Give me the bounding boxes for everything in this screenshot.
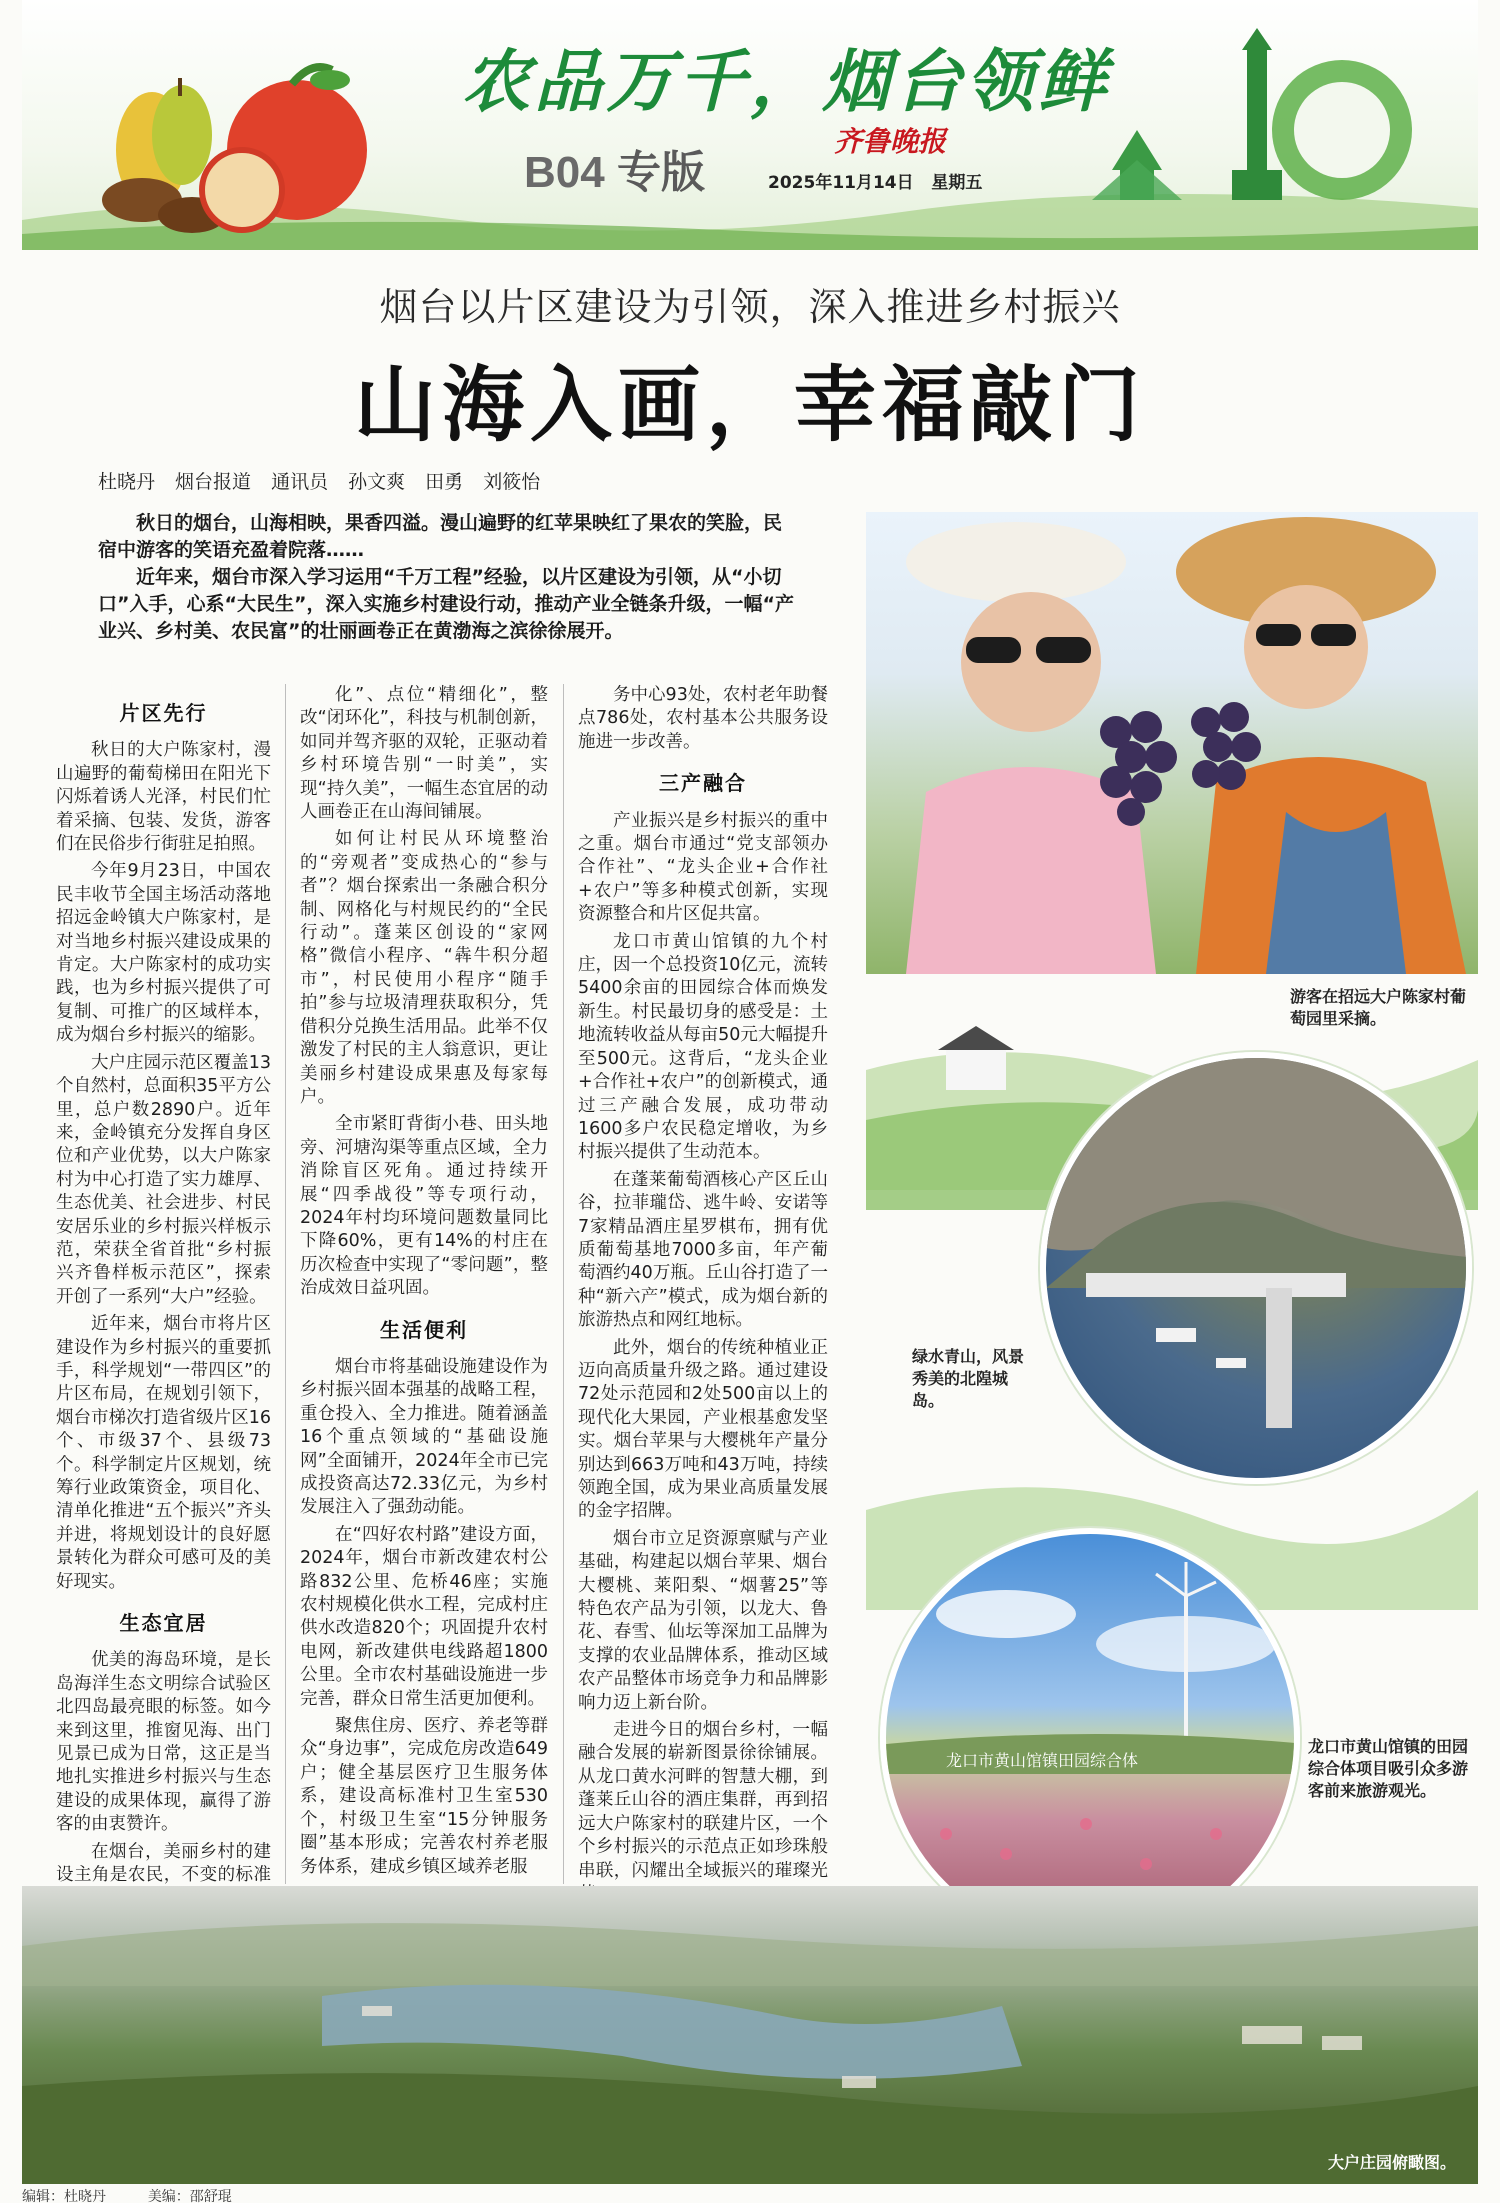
column-divider <box>285 684 286 1884</box>
lead-paragraph: 秋日的烟台，山海相映，果香四溢。漫山遍野的红苹果映红了果农的笑脸，民宿中游客的笑语充盈着院落…… <box>98 512 783 561</box>
article-column-3 <box>578 684 828 1910</box>
fruit-illustration <box>82 40 402 240</box>
body-paragraph: 此外，烟台的传统种植业正迈向高质量升级之路。通过建设72处示范园和2处500亩以上的现代化大果园，产业根基愈发坚实。烟台苹果与大樱桃年产量分别达到663万吨和43万吨，持续领跑全国，成为果业高质量发展的金字招牌。 <box>578 1337 828 1522</box>
body-paragraph: 烟台市将基础设施建设作为乡村振兴固本强基的战略工程，重仓投入、全力推进。随着涵盖16个重点领域的“基础设施网”全面铺开，2024年全市已完成投资高达72.33亿元，为乡村发展注入了强劲动能。 <box>300 1356 548 1518</box>
island-aerial-photo <box>1040 1052 1472 1484</box>
page-label <box>524 136 705 200</box>
section-heading: 生态宜居 <box>119 1611 208 1636</box>
grape-picking-illustration <box>866 512 1478 974</box>
body-paragraph: 全市紧盯背街小巷、田头地旁、河塘沟渠等重点区域，全力消除盲区死角。通过持续开展“四季战役”等专项行动，2024年村均环境问题数量同比下降60%，更有14%的村庄在历次检查中实现了“零问题”，整治成效日益巩固。 <box>300 1114 548 1299</box>
section-name: 专版 <box>616 148 705 197</box>
newspaper-logo: 齐鲁晚报 <box>834 125 947 158</box>
page-number: B04 <box>524 148 605 197</box>
field-sign: 龙口市黄山馆镇田园综合体 <box>946 1751 1139 1770</box>
article-headline: 山海入画，幸福敲门 <box>353 357 1146 453</box>
photo-caption: 绿水青山，风景秀美的北隍城岛。 <box>912 1347 1025 1410</box>
page-footer <box>22 2186 232 2203</box>
issue-date <box>768 168 982 193</box>
masthead <box>22 0 1478 250</box>
body-paragraph: 产业振兴是乡村振兴的重中之重。烟台市通过“党支部领办合作社”、“龙头企业+合作社+农户”等多种模式创新，实现资源整合和片区促共富。 <box>578 810 828 925</box>
article-kicker: 烟台以片区建设为引领，深入推进乡村振兴 <box>379 285 1121 329</box>
body-paragraph: 优美的海岛环境，是长岛海洋生态文明综合试验区北四岛最亮眼的标签。如今来到这里，推窗见海、出门见景已成为日常，这正是当地扎实推进乡村振兴与生态建设的成果体现，赢得了游客的由衷赞许。 <box>56 1650 271 1835</box>
grape-picking-photo <box>866 512 1478 974</box>
date-text: 2025年11月14日 <box>768 173 914 193</box>
photo-caption: 龙口市黄山馆镇的田园综合体项目吸引众多游客前来旅游观光。 <box>1308 1737 1469 1800</box>
body-paragraph: 秋日的大户陈家村，漫山遍野的葡萄梯田在阳光下闪烁着诱人光泽，村民们忙着采摘、包装、发货，游客们在民俗步行街驻足拍照。 <box>56 740 271 855</box>
body-paragraph: 烟台市立足资源禀赋与产业基础，构建起以烟台苹果、烟台大樱桃、莱阳梨、“烟薯25”等特色农产品为引领，以龙大、鲁花、春雪、仙坛等深加工品牌为支撑的农业品牌体系，推动区域农产品整体市场竞争力和品牌影响力迈上新台阶。 <box>578 1528 828 1713</box>
tower-illustration <box>1072 20 1412 220</box>
article-column-1 <box>56 684 271 1985</box>
body-paragraph: 在烟台，美丽乡村的建设主角是农民，不变的标准 <box>56 1841 271 1886</box>
section-heading: 三产融合 <box>659 771 747 796</box>
section-heading: 片区先行 <box>119 701 208 725</box>
editor-credit: 编辑：杜晓丹 <box>22 2189 106 2203</box>
body-paragraph: 化”、点位“精细化”，整改“闭环化”，科技与机制创新，如同并驾齐驱的双轮，正驱动着乡村环境告别“一时美”，实现“持久美”，一幅生态宜居的动人画卷正在山海间铺展。 <box>300 685 548 823</box>
body-paragraph: 在“四好农村路”建设方面，2024年，烟台市新改建农村公路832公里、危桥46座；实施农村规模化供水工程，完成村庄供水改造820个；巩固提升农村电网，新改建供电线路超1800公里。全市农村基础设施进一步完善，群众日常生活更加便利。 <box>300 1524 548 1709</box>
village-panorama-photo <box>22 1886 1478 2184</box>
photo-caption: 大户庄园俯瞰图。 <box>1328 2153 1457 2172</box>
body-paragraph: 龙口市黄山馆镇的九个村庄，因一个总投资10亿元，流转5400余亩的田园综合体而焕发新生。村民最切身的感受是：土地流转收益从每亩50元大幅提升至500元。这背后，“龙头企业+合作社+农户”的创新模式，通过三产融合发展，成功带动1600多户农民稳定增收，为乡村振兴提供了生动范本。 <box>578 931 828 1163</box>
column-divider <box>563 684 564 1884</box>
panorama-illustration <box>22 1886 1478 2184</box>
article-lead <box>98 510 798 645</box>
body-paragraph: 走进今日的烟台乡村，一幅融合发展的崭新图景徐徐铺展。从龙口黄水河畔的智慧大棚，到蓬莱丘山谷的酒庄集群，再到招远大户陈家村的联建片区，一个个乡村振兴的示范点正如珍珠般串联，闪耀出全域振兴的璀璨光 <box>578 1720 828 1881</box>
body-paragraph: 聚焦住房、医疗、养老等群众“身边事”，完成危房改造649户；健全基层医疗卫生服务体系，建设高标准村卫生室530个，村级卫生室“15分钟服务圈”基本形成；完善农村养老服务体系，建成乡镇区域养老服 <box>300 1716 548 1877</box>
pastoral-complex-photo <box>880 1528 1300 1948</box>
section-heading: 生活便利 <box>380 1317 468 1342</box>
photo-caption: 游客在招远大户陈家村葡萄园里采摘。 <box>1290 987 1467 1028</box>
lead-paragraph: 近年来，烟台市深入学习运用“千万工程”经验，以片区建设为引领，从“小切口”入手，心系“大民生”，深入实施乡村建设行动，推动产业全链条升级，一幅“产业兴、乡村美、农民富”的壮丽画卷正在黄渤海之滨徐徐展开。 <box>98 566 794 642</box>
body-paragraph: 务中心93处，农村老年助餐点786处，农村基本公共服务设施进一步改善。 <box>578 685 828 752</box>
body-paragraph: 今年9月23日，中国农民丰收节全国主场活动落地招远金岭镇大户陈家村，是对当地乡村振兴建设成果的肯定。大户陈家村的成功实践，也为乡村振兴提供了可复制、可推广的区域样本，成为烟台乡村振兴的缩影。 <box>56 861 271 1046</box>
body-paragraph: 近年来，烟台市将片区建设作为乡村振兴的重要抓手，科学规划“一带四区”的片区布局，在规划引领下，烟台市梯次打造省级片区16个、市级37个、县级73个。科学制定片区规划，统筹行业政策资金，项目化、清单化推进“五个振兴”齐头并进，将规划设计的良好愿景转化为群众可感可及的美好现实。 <box>56 1314 271 1592</box>
island-illustration <box>1046 1058 1472 1484</box>
article-column-2 <box>300 684 548 1883</box>
designer-credit: 美编：邵舒琨 <box>147 2189 232 2203</box>
weekday-text: 星期五 <box>931 173 983 193</box>
body-paragraph: 在蓬莱葡萄酒核心产区丘山谷，拉菲瓏岱、逃牛岭、安诺等7家精品酒庄星罗棋布，拥有优质葡萄基地7000多亩，年产葡萄酒约40万瓶。丘山谷打造了一种“新六产”模式，成为烟台新的旅游热点和网红地标。 <box>578 1169 828 1331</box>
article-byline: 杜晓丹 烟台报道 通讯员 孙文爽 田勇 刘筱怡 <box>98 471 541 493</box>
body-paragraph: 如何让村民从环境整治的“旁观者”变成热心的“参与者”？烟台探索出一条融合积分制、网格化与村规民约的“全民行动”。蓬莱区创设的“家网格”微信小程序、“犇牛积分超市”，村民使用小程序“随手拍”参与垃圾清理获取积分，凭借积分兑换生活用品。此举不仅激发了村民的主人翁意识，更让美丽乡村建设成果惠及每家每户。 <box>300 829 548 1107</box>
masthead-title: 农品万千，烟台领鲜 <box>462 42 1111 122</box>
body-paragraph: 大户庄园示范区覆盖13个自然村，总面积35平方公里，总户数2890户。近年来，金岭镇充分发挥自身区位和产业优势，以大户陈家村为中心打造了实力雄厚、生态优美、社会进步、村民安居乐业的乡村振兴样板示范，荣获全省首批“乡村振兴齐鲁样板示范区”，探索开创了一系列“大户”经验。 <box>56 1052 271 1307</box>
